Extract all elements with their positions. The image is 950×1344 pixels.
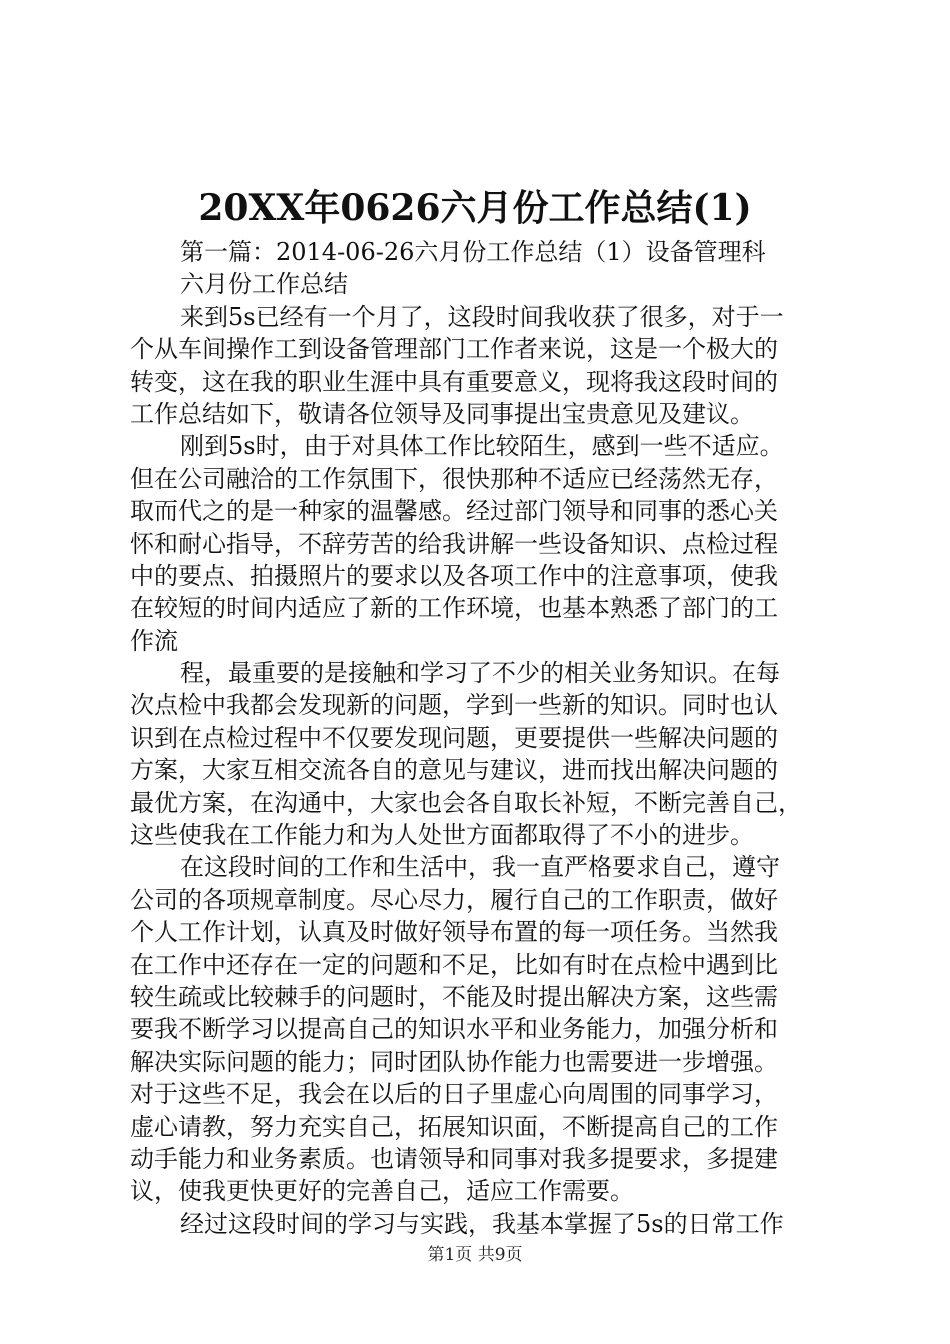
text-line: 这些使我在工作能力和为人处世方面都取得了不小的进步。 xyxy=(130,821,754,850)
text-line: 较生疏或比较棘手的问题时，不能及时提出解决方案，这些需 xyxy=(130,982,778,1011)
text-line: 公司的各项规章制度。尽心尽力，履行自己的工作职责，做好 xyxy=(130,885,778,914)
text-line: 作流 xyxy=(130,626,178,655)
text-line: 要我不断学习以提高自己的知识水平和业务能力，加强分析和 xyxy=(130,1015,778,1044)
text-line: 最优方案，在沟通中，大家也会各自取长补短，不断完善自己， xyxy=(130,788,802,817)
text-line: 经过这段时间的学习与实践，我基本掌握了5s的日常工作 xyxy=(180,1209,784,1238)
text-line: 在工作中还存在一定的问题和不足，比如有时在点检中遇到比 xyxy=(130,950,778,979)
text-line: 取而代之的是一种家的温馨感。经过部门领导和同事的悉心关 xyxy=(130,497,778,526)
text-line: 在较短的时间内适应了新的工作环境，也基本熟悉了部门的工 xyxy=(130,594,778,623)
text-line: 识到在点检过程中不仅要发现问题，更要提供一些解决问题的 xyxy=(130,723,778,752)
document-body xyxy=(130,236,830,1240)
text-line: 转变，这在我的职业生涯中具有重要意义，现将我这段时间的 xyxy=(130,367,778,396)
text-line: 程，最重要的是接触和学习了不少的相关业务知识。在每 xyxy=(180,659,780,688)
text-line: 动手能力和业务素质。也请领导和同事对我多提要求，多提建 xyxy=(130,1144,778,1173)
text-line: 来到5s已经有一个月了，这段时间我收获了很多，对于一 xyxy=(180,302,784,331)
text-line: 对于这些不足，我会在以后的日子里虚心向周围的同事学习， xyxy=(130,1080,778,1109)
page-footer: 第1页 共9页 xyxy=(427,1245,523,1265)
text-line: 解决实际问题的能力；同时团队协作能力也需要进一步增强。 xyxy=(130,1047,778,1076)
text-line: 但在公司融洽的工作氛围下，很快那种不适应已经荡然无存， xyxy=(130,464,778,493)
text-line: 方案，大家互相交流各自的意见与建议，进而找出解决问题的 xyxy=(130,756,778,785)
text-line: 虚心请教，努力充实自己，拓展知识面，不断提高自己的工作 xyxy=(130,1112,778,1141)
text-line: 议，使我更快更好的完善自己，适应工作需要。 xyxy=(130,1177,634,1206)
text-line: 怀和耐心指导，不辞劳苦的给我讲解一些设备知识、点检过程 xyxy=(130,529,778,558)
text-line: 第一篇：2014-06-26六月份工作总结（1）设备管理科 xyxy=(180,238,766,266)
text-line: 次点检中我都会发现新的问题，学到一些新的知识。同时也认 xyxy=(130,691,778,720)
text-line: 在这段时间的工作和生活中，我一直严格要求自己，遵守 xyxy=(180,853,780,882)
text-line: 刚到5s时，由于对具体工作比较陌生，感到一些不适应。 xyxy=(180,432,784,461)
document-title: 20XX年0626六月份工作总结(1) xyxy=(198,187,752,229)
text-line: 六月份工作总结 xyxy=(180,270,348,299)
text-line: 工作总结如下，敬请各位领导及同事提出宝贵意见及建议。 xyxy=(130,399,754,428)
text-line: 个人工作计划，认真及时做好领导布置的每一项任务。当然我 xyxy=(130,918,778,947)
text-line: 中的要点、拍摄照片的要求以及各项工作中的注意事项，使我 xyxy=(130,561,778,590)
text-line: 个从车间操作工到设备管理部门工作者来说，这是一个极大的 xyxy=(130,335,778,364)
